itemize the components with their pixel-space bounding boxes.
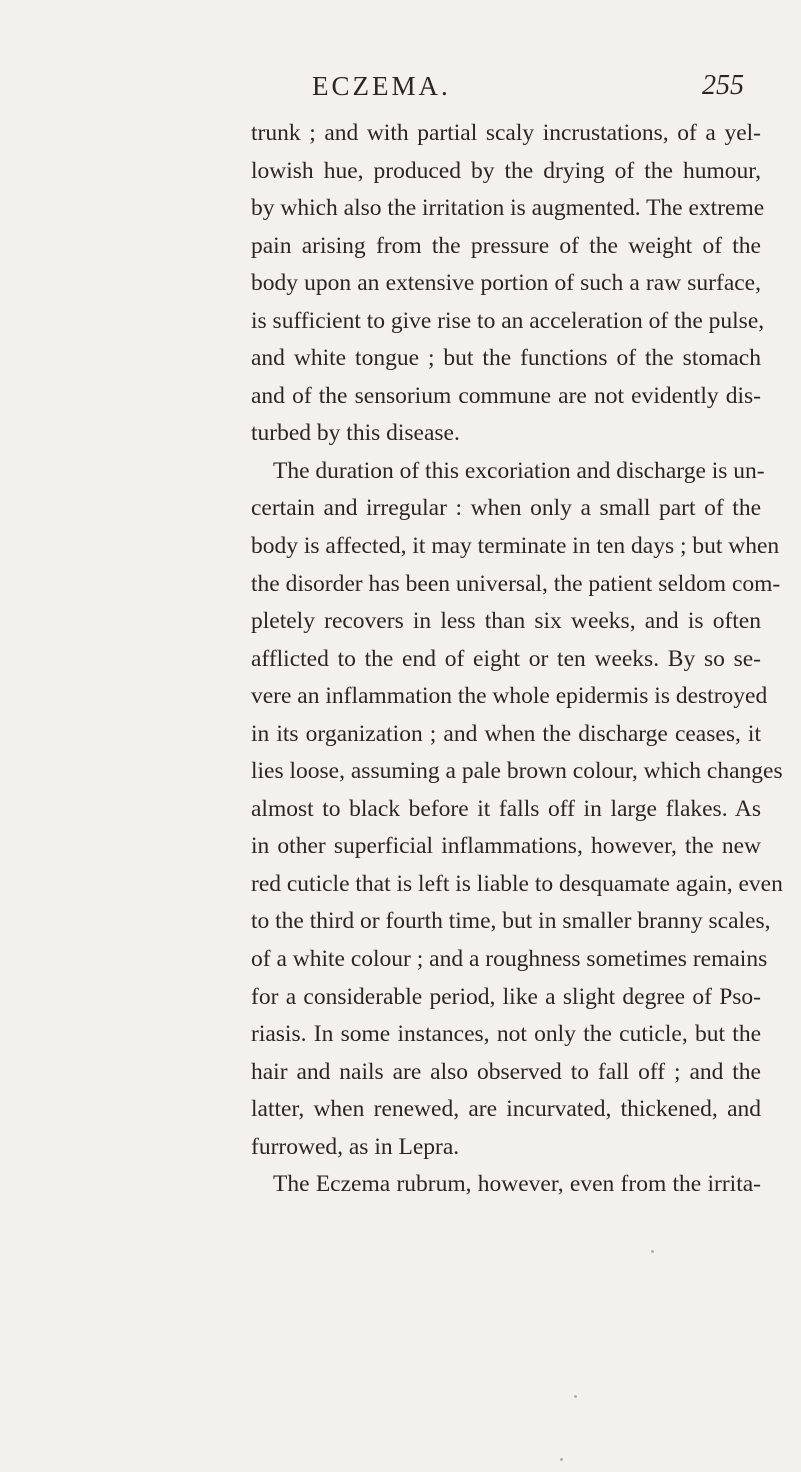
paper-speck	[651, 1250, 654, 1253]
text-line: body is affected, it may terminate in ten days ; but when	[251, 533, 780, 560]
text-line: and of the sensorium commune are not evidently dis-	[251, 382, 761, 409]
paper-speck	[574, 1395, 577, 1398]
paper-speck	[560, 1458, 563, 1461]
text-line: is sufficient to give rise to an acceleration of the pulse,	[251, 307, 765, 334]
text-line: afflicted to the end of eight or ten weeks. By so se-	[251, 645, 761, 672]
text-line: vere an inflammation the whole epidermis is destroyed	[251, 683, 768, 710]
text-line: the disorder has been universal, the patient seldom com-	[251, 570, 781, 597]
text-line: pain arising from the pressure of the weight of the	[251, 232, 761, 259]
text-line: by which also the irritation is augmented. The extreme	[251, 195, 765, 222]
running-head	[0, 66, 801, 106]
text-line: latter, when renewed, are incurvated, thickened, and	[251, 1096, 761, 1123]
text-line: almost to black before it falls off in large flakes. As	[251, 795, 761, 822]
page-number: 255	[702, 70, 744, 101]
text-line: lowish hue, produced by the drying of the humour,	[251, 157, 761, 184]
text-line: in its organization ; and when the discharge ceases, it	[251, 720, 761, 747]
text-line: furrowed, as in Lepra.	[251, 1133, 460, 1160]
text-line: pletely recovers in less than six weeks, and is often	[251, 608, 761, 635]
text-line: body upon an extensive portion of such a raw surface,	[251, 270, 761, 297]
text-line: in other superficial inflammations, however, the new	[251, 833, 761, 860]
text-line: hair and nails are also observed to fall off ; and the	[251, 1058, 761, 1085]
text-line: certain and irregular : when only a small part of the	[251, 495, 761, 522]
paragraph-start-line: The Eczema rubrum, however, even from the irrita-	[273, 1171, 761, 1198]
text-line: of a white colour ; and a roughness sometimes remains	[251, 946, 768, 973]
text-line: lies loose, assuming a pale brown colour, which changes	[251, 758, 783, 785]
text-line: riasis. In some instances, not only the cuticle, but the	[251, 1021, 761, 1048]
text-line: to the third or fourth time, but in smaller branny scales,	[251, 908, 771, 935]
running-title: ECZEMA.	[312, 71, 451, 101]
text-line: turbed by this disease.	[251, 420, 460, 447]
text-line: red cuticle that is left is liable to desquamate again, even	[251, 870, 783, 897]
paragraph-start-line: The duration of this excoriation and discharge is un-	[273, 457, 765, 484]
body-text	[251, 115, 783, 1204]
text-line: trunk ; and with partial scaly incrustations, of a yel-	[251, 120, 761, 146]
text-line: and white tongue ; but the functions of the stomach	[251, 345, 761, 372]
text-line: for a considerable period, like a slight degree of Pso-	[251, 983, 761, 1010]
